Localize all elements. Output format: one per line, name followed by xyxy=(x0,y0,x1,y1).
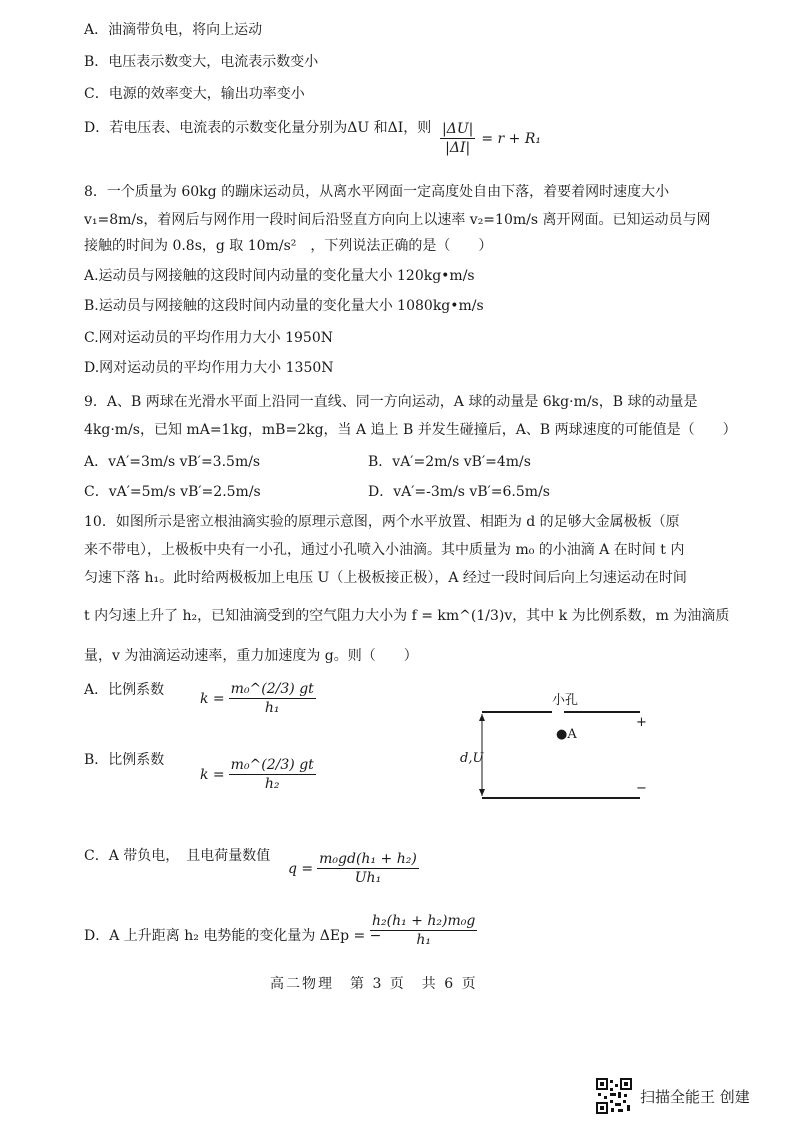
q8-option-a: A.运动员与网接触的这段时间内动量的变化量大小 120kg•m/s xyxy=(84,268,475,284)
q8-stem-1: 8．一个质量为 60kg 的蹦床运动员，从离水平网面一定高度处自由下落，着要着网时速度大小 xyxy=(84,184,670,200)
gap-arrow-up xyxy=(479,714,485,721)
millikan-diagram xyxy=(460,690,680,820)
q10-option-a-k: k = xyxy=(200,690,225,707)
gap-label: d,U xyxy=(460,751,484,766)
hole-label: 小孔 xyxy=(552,693,579,708)
q9-option-d: D．vA′=-3m/s vB′=6.5m/s xyxy=(368,484,550,500)
q10-option-c-q: q = xyxy=(288,860,314,877)
q10-option-c-fraction xyxy=(317,852,419,885)
q10-option-c-label: C．A 带负电， 且电荷量数值 xyxy=(84,848,271,864)
scanner-watermark xyxy=(596,1078,750,1114)
q10-option-d-label: D．A 上升距离 h₂ 电势能的变化量为 ΔEp = − xyxy=(84,928,382,944)
q10-option-b-fraction xyxy=(229,758,316,791)
scanner-text: 扫描全能王 创建 xyxy=(640,1087,750,1106)
gap-arrow-down xyxy=(479,789,485,796)
q7-option-d xyxy=(84,118,431,138)
q10-stem-2: 来不带电），上极板中央有一小孔，通过小孔喷入小油滴。其中质量为 m₀ 的小油滴 A 在时间 t 内 xyxy=(84,542,685,558)
q10-option-a-formula xyxy=(200,682,316,715)
q8-option-c: C.网对运动员的平均作用力大小 1950N xyxy=(84,330,333,346)
q10-option-d-denominator: h₁ xyxy=(416,932,431,948)
q10-stem-4: t 内匀速上升了 h₂，已知油滴受到的空气阻力大小为 f = km^(1/3)v，其中 k 为比例系数，m 为油滴质 xyxy=(84,608,730,624)
q7-numerator: |ΔU| xyxy=(442,121,474,137)
q7-option-a: A．油滴带负电，将向上运动 xyxy=(84,22,263,38)
qr-code-icon xyxy=(596,1078,632,1114)
q10-option-b-formula xyxy=(200,758,316,791)
minus-sign: − xyxy=(636,781,647,796)
q10-stem-5: 量，v 为油滴运动速率，重力加速度为 g。则（ ） xyxy=(84,648,418,664)
q8-option-d: D.网对运动员的平均作用力大小 1350N xyxy=(84,360,334,376)
q10-option-c-numerator: m₀gd(h₁ + h₂) xyxy=(319,851,417,867)
page-footer: 高二物理 第 3 页 共 6 页 xyxy=(270,976,478,992)
q7-option-b: B．电压表示数变大，电流表示数变小 xyxy=(84,54,319,70)
q9-stem-2: 4kg·m/s，已知 mA=1kg，mB=2kg，当 A 追上 B 并发生碰撞后，A、B 两球速度的可能值是（ ） xyxy=(84,422,737,438)
q7-fraction xyxy=(440,122,475,155)
q7-denominator: |ΔI| xyxy=(445,140,471,156)
q10-stem-3: 匀速下落 h₁。此时给两极板加上电压 U（上极板接正极），A 经过一段时间后向上匀速运动在时间 xyxy=(84,570,687,586)
q10-option-c-denominator: Uh₁ xyxy=(354,870,382,886)
q10-option-a-fraction xyxy=(229,682,316,715)
q7-rhs: = r + R₁ xyxy=(481,130,542,147)
q7-option-c: C．电源的效率变大，输出功率变小 xyxy=(84,86,305,102)
q10-option-b-numerator: m₀^(2/3) gt xyxy=(230,757,314,773)
q10-option-d-numerator: h₂(h₁ + h₂)m₀g xyxy=(372,913,476,929)
q9-option-b: B．vA′=2m/s vB′=4m/s xyxy=(368,454,531,470)
plus-sign: + xyxy=(636,715,647,730)
q9-stem-1: 9．A、B 两球在光滑水平面上沿同一直线、同一方向运动，A 球的动量是 6kg·m/s，B 球的动量是 xyxy=(84,394,698,410)
q10-option-a-numerator: m₀^(2/3) gt xyxy=(230,681,314,697)
q8-stem-3: 接触的时间为 0.8s，g 取 10m/s² ，下列说法正确的是（ ） xyxy=(84,238,493,254)
q8-option-b: B.运动员与网接触的这段时间内动量的变化量大小 1080kg•m/s xyxy=(84,298,484,314)
q10-option-b-label: B．比例系数 xyxy=(84,752,165,768)
q9-option-a: A．vA′=3m/s vB′=3.5m/s xyxy=(84,454,261,470)
q10-option-d-formula xyxy=(370,914,477,947)
q10-stem-1: 10．如图所示是密立根油滴实验的原理示意图，两个水平放置、相距为 d 的足够大金属极板（原 xyxy=(84,514,680,530)
q8-stem-2: v₁=8m/s，着网后与网作用一段时间后沿竖直方向向上以速率 v₂=10m/s 离开网面。已知运动员与网 xyxy=(84,212,711,228)
q10-option-d-fraction xyxy=(370,914,477,947)
q7-option-d-formula xyxy=(440,122,541,155)
q7-option-d-text: D．若电压表、电流表的示数变化量分别为ΔU 和ΔI，则 xyxy=(84,120,432,136)
q10-option-c-formula xyxy=(288,852,419,885)
q10-option-a-label: A．比例系数 xyxy=(84,682,165,698)
q10-option-b-denominator: h₂ xyxy=(264,776,280,792)
drop-label: ●A xyxy=(556,727,577,742)
q9-option-c: C．vA′=5m/s vB′=2.5m/s xyxy=(84,484,261,500)
q10-option-a-denominator: h₁ xyxy=(264,700,280,716)
q10-option-b-k: k = xyxy=(200,766,225,783)
